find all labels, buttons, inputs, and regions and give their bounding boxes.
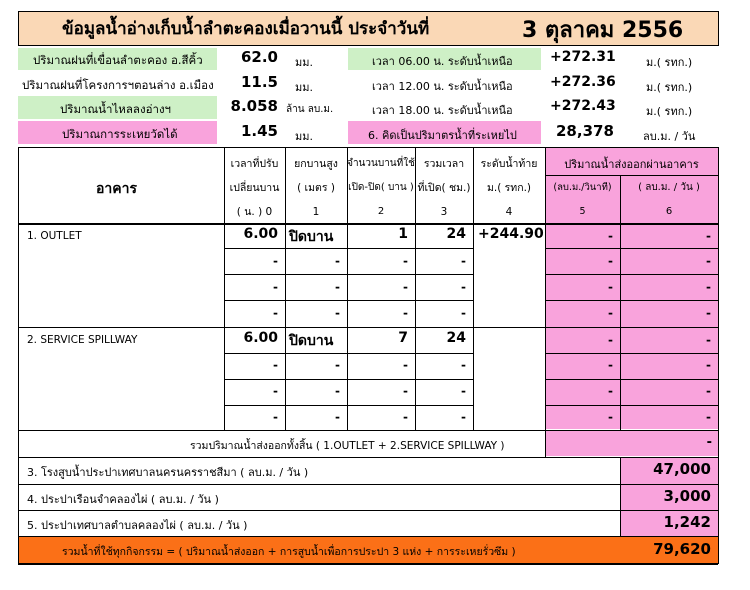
- outlet-row2-col2: -: [403, 280, 408, 294]
- supply-city-label: 3. โรงสูบน้ำประปาเทศบาลนครนครราชสีมา ( ลบ.ม. / วัน ): [27, 466, 309, 479]
- col1-header: ยกบานสูง ( เมตร ) 1: [294, 158, 338, 218]
- evap-label: ปริมาณการระเหยวัดได้: [62, 127, 178, 141]
- outlet-row0-col5: -: [608, 229, 613, 243]
- level-12-value: +272.36: [550, 74, 616, 90]
- spillway-row1-col2: -: [403, 358, 408, 372]
- level-06-value: +272.31: [550, 49, 616, 65]
- spillway-row2-col6: -: [706, 384, 711, 398]
- supply-prison-label: 4. ประปาเรือนจำคลองไผ่ ( ลบ.ม. / วัน ): [27, 493, 219, 506]
- col0-header: เวลาที่ปรับ เปลี่ยนบาน ( น. ) 0: [229, 158, 280, 218]
- spillway-row3-col6: -: [706, 410, 711, 424]
- evap-value: 1.45: [240, 122, 278, 140]
- grand-total-value: 79,620: [653, 540, 711, 558]
- spillway-name: 2. SERVICE SPILLWAY: [27, 334, 138, 346]
- outlet-row0-col0: 6.00: [243, 226, 278, 242]
- outlet-row0-col1: ปิดบาน: [289, 229, 334, 245]
- spillway-row1-col6: -: [706, 358, 711, 372]
- outlet-row0-col6: -: [706, 229, 711, 243]
- rain-lower-label: ปริมาณฝนที่โครงการฯตอนล่าง อ.เมือง: [22, 78, 214, 92]
- spillway-row3-col0: -: [273, 410, 278, 424]
- spillway-row0-col0: 6.00: [243, 330, 278, 346]
- outlet-row3-col0: -: [273, 306, 278, 320]
- rain-lower-unit: มม.: [295, 81, 313, 94]
- outlet-row2-col0: -: [273, 280, 278, 294]
- report-date: 3 ตุลาคม 2556: [522, 18, 684, 43]
- outlet-row1-col5: -: [608, 254, 613, 268]
- evap-calc-value: 28,378: [556, 122, 614, 140]
- page-title: ข้อมูลน้ำอ่างเก็บน้ำลำตะคองเมื่อวานนี้ ประจำวันที่: [62, 19, 430, 39]
- spillway-row0-col3: 24: [446, 330, 466, 346]
- grand-total-label: รวมน้ำที่ใช้ทุกกิจกรรม = ( ปริมาณน้ำส่งออก + การสูบน้ำเพื่อการประปา 3 แห่ง + การระเหยรั่วซึม ): [62, 546, 516, 558]
- col4-header: ระดับน้ำท้าย ม.( รทก.) 4: [480, 158, 538, 218]
- spillway-row3-col5: -: [608, 410, 613, 424]
- outlet-row1-col2: -: [403, 254, 408, 268]
- outlet-row0-col4: +244.90: [478, 226, 544, 242]
- supply-tambon-value: 1,242: [663, 513, 711, 531]
- level-18-time: เวลา 18.00 น. ระดับน้ำเหนือ: [372, 104, 513, 117]
- spillway-row2-col1: -: [335, 384, 340, 398]
- outlet-row3-col6: -: [706, 306, 711, 320]
- spillway-row3-col1: -: [335, 410, 340, 424]
- evap-calc-unit: ลบ.ม. / วัน: [643, 130, 696, 143]
- spillway-row3-col2: -: [403, 410, 408, 424]
- evap-calc-label: 6. คิดเป็นปริมาตรน้ำที่ระเหยไป: [368, 129, 517, 142]
- spillway-row1-col3: -: [461, 358, 466, 372]
- outlet-row3-col5: -: [608, 306, 613, 320]
- spillway-row2-col3: -: [461, 384, 466, 398]
- outlet-row2-col1: -: [335, 280, 340, 294]
- col6-header: ( ลบ.ม. / วัน ) 6: [638, 182, 700, 217]
- spillway-row2-col0: -: [273, 384, 278, 398]
- spillway-row0-col6: -: [706, 333, 711, 347]
- col2-header: จำนวนบานที่ใช้ เปิด-ปิด( บาน ) 2: [347, 158, 415, 217]
- outlet-row3-col3: -: [461, 306, 466, 320]
- spillway-row0-col5: -: [608, 333, 613, 347]
- supply-city-value: 47,000: [653, 460, 711, 478]
- spillway-row2-col5: -: [608, 384, 613, 398]
- outlet-row1-col0: -: [273, 254, 278, 268]
- inflow-value: 8.058: [230, 97, 278, 115]
- outlet-row1-col6: -: [706, 254, 711, 268]
- outlet-row1-col1: -: [335, 254, 340, 268]
- building-header: อาคาร: [96, 181, 138, 197]
- rain-dam-unit: มม.: [295, 56, 313, 69]
- spillway-row1-col0: -: [273, 358, 278, 372]
- supply-prison-value: 3,000: [663, 487, 711, 505]
- inflow-label: ปริมาณน้ำไหลลงอ่างฯ: [60, 102, 172, 116]
- spillway-row0-col2: 7: [398, 330, 408, 346]
- spillway-row2-col2: -: [403, 384, 408, 398]
- outlet-row0-col2: 1: [398, 226, 408, 242]
- supply-tambon-label: 5. ประปาเทศบาลตำบลคลองไผ่ ( ลบ.ม. / วัน ): [27, 519, 248, 532]
- level-18-value: +272.43: [550, 98, 616, 114]
- rain-dam-label: ปริมาณฝนที่เขื่อนลำตะคอง อ.สีคิ้ว: [33, 53, 203, 67]
- level-12-unit: ม.( รทก.): [646, 81, 693, 94]
- rain-dam-value: 62.0: [240, 48, 278, 66]
- spillway-row3-col3: -: [461, 410, 466, 424]
- total-release-label: รวมปริมาณน้ำส่งออกทั้งสิ้น ( 1.OUTLET + 2.SERVICE SPILLWAY ): [190, 440, 505, 452]
- outlet-row0-col3: 24: [446, 226, 466, 242]
- level-12-time: เวลา 12.00 น. ระดับน้ำเหนือ: [372, 80, 513, 93]
- spillway-row1-col1: -: [335, 358, 340, 372]
- outlet-row1-col3: -: [461, 254, 466, 268]
- spillway-row1-col5: -: [608, 358, 613, 372]
- rain-lower-value: 11.5: [240, 73, 278, 91]
- outlet-row2-col6: -: [706, 280, 711, 294]
- outlet-name: 1. OUTLET: [27, 230, 82, 242]
- col3-header: รวมเวลา ที่เปิด( ชม.) 3: [417, 158, 471, 218]
- spillway-row0-col1: ปิดบาน: [289, 333, 334, 349]
- level-06-unit: ม.( รทก.): [646, 56, 693, 69]
- total-release-value: -: [706, 435, 712, 450]
- outlet-row3-col2: -: [403, 306, 408, 320]
- inflow-unit: ล้าน ลบ.ม.: [286, 104, 334, 115]
- release-header: ปริมาณน้ำส่งออกผ่านอาคาร: [564, 158, 699, 171]
- outlet-row2-col3: -: [461, 280, 466, 294]
- col5-header: (ลบ.ม./วินาที) 5: [553, 182, 612, 217]
- level-06-time: เวลา 06.00 น. ระดับน้ำเหนือ: [372, 55, 513, 68]
- level-18-unit: ม.( รทก.): [646, 105, 693, 118]
- evap-unit: มม.: [295, 130, 313, 143]
- outlet-row3-col1: -: [335, 306, 340, 320]
- outlet-row2-col5: -: [608, 280, 613, 294]
